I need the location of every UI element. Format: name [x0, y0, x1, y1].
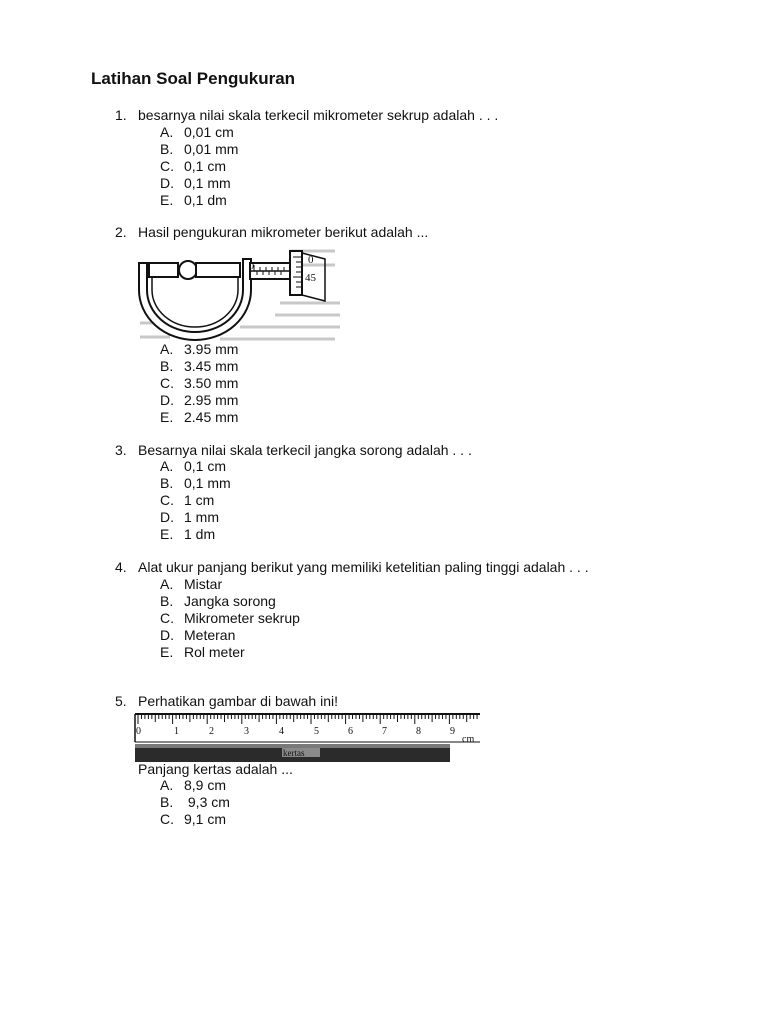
sleeve-zero-label: 0: [249, 261, 254, 272]
ruler-number-5: 5: [314, 726, 319, 737]
micrometer-figure: [130, 245, 345, 345]
option-text: 9,3 cm: [184, 794, 230, 810]
ruler-number-8: 8: [416, 726, 421, 737]
spindle-tip: [179, 261, 197, 279]
page-title: Latihan Soal Pengukuran: [91, 69, 296, 88]
option-letter: A.: [160, 124, 174, 140]
option-letter: C.: [160, 375, 174, 391]
option-text: 0,1 mm: [184, 475, 231, 491]
option-text: 2.95 mm: [184, 392, 239, 408]
option-text: Mistar: [184, 576, 223, 592]
option-text: 0,1 mm: [184, 175, 231, 191]
option-e: [160, 409, 238, 425]
option-d: [160, 392, 238, 408]
question-number: 2.: [115, 224, 127, 240]
question-text: Alat ukur panjang berikut yang memiliki ketelitian paling tinggi adalah . . .: [138, 559, 589, 575]
option-text: Rol meter: [184, 644, 245, 660]
option-text: 2.45 mm: [184, 409, 239, 425]
option-letter: A.: [160, 458, 174, 474]
option-c: [160, 492, 214, 508]
option-text: 1 cm: [184, 492, 215, 508]
option-text: 9,1 cm: [184, 811, 227, 827]
option-letter: C.: [160, 492, 174, 508]
option-letter: B.: [160, 593, 174, 609]
question-text: besarnya nilai skala terkecil mikrometer sekrup adalah . . .: [138, 107, 499, 123]
ruler-number-7: 7: [382, 726, 387, 737]
option-text: 3.95 mm: [184, 341, 239, 357]
option-letter: C.: [160, 811, 174, 827]
question-number: 3.: [115, 442, 127, 458]
option-c: [160, 158, 226, 174]
option-b: [160, 593, 276, 609]
option-text: 0,1 cm: [184, 458, 227, 474]
option-letter: A.: [160, 576, 174, 592]
option-d: [160, 627, 235, 643]
option-c: [160, 811, 226, 827]
option-text: Meteran: [184, 627, 236, 643]
paper-label: kertas: [283, 748, 305, 758]
option-e: [160, 526, 215, 542]
ruler-number-4: 4: [279, 726, 284, 737]
option-text: 0,01 cm: [184, 124, 234, 140]
option-letter: E.: [160, 526, 174, 542]
ruler-number-3: 3: [244, 726, 249, 737]
option-letter: A.: [160, 777, 174, 793]
option-d: [160, 509, 219, 525]
option-text: Jangka sorong: [184, 593, 276, 609]
option-text: 1 mm: [184, 509, 219, 525]
thimble: [290, 251, 302, 295]
option-letter: C.: [160, 610, 174, 626]
option-letter: D.: [160, 509, 174, 525]
option-text: Mikrometer sekrup: [184, 610, 300, 626]
option-letter: B.: [160, 475, 174, 491]
ruler-number-9: 9: [450, 726, 455, 737]
option-a: [160, 576, 222, 592]
option-text: 0,1 cm: [184, 158, 227, 174]
option-letter: D.: [160, 392, 174, 408]
question-number: 4.: [115, 559, 127, 575]
option-b: [160, 475, 231, 491]
option-letter: A.: [160, 341, 174, 357]
option-a: [160, 341, 238, 357]
thimble-mid-label: 45: [305, 272, 316, 284]
ruler-number-0: 0: [136, 726, 141, 737]
option-e: [160, 192, 227, 208]
option-letter: B.: [160, 141, 174, 157]
option-letter: D.: [160, 627, 174, 643]
thimble-top-label: 0: [308, 254, 314, 266]
question-number: 5.: [115, 693, 127, 709]
option-c: [160, 610, 300, 626]
question-text: Perhatikan gambar di bawah ini!: [138, 693, 339, 709]
option-letter: E.: [160, 644, 174, 660]
ruler-ticks: [138, 715, 477, 724]
option-a: [160, 124, 234, 140]
ruler-number-6: 6: [348, 726, 353, 737]
option-text: 3.45 mm: [184, 358, 239, 374]
option-letter: D.: [160, 175, 174, 191]
ruler-unit: cm: [462, 734, 475, 745]
ruler-figure: [132, 712, 482, 764]
option-e: [160, 644, 245, 660]
option-d: [160, 175, 231, 191]
anvil: [148, 263, 178, 277]
option-letter: B.: [160, 358, 174, 374]
option-letter: E.: [160, 192, 174, 208]
ruler-number-1: 1: [174, 726, 179, 737]
option-c: [160, 375, 238, 391]
option-letter: B.: [160, 794, 174, 810]
option-text: 1 dm: [184, 526, 216, 542]
option-text: 3.50 mm: [184, 375, 239, 391]
option-b: [160, 794, 230, 810]
option-letter: E.: [160, 409, 174, 425]
option-b: [160, 358, 238, 374]
ruler-numbers: [136, 726, 455, 737]
ruler-number-2: 2: [209, 726, 214, 737]
question-text: Hasil pengukuran mikrometer berikut adalah ...: [138, 224, 429, 240]
option-text: 0,01 mm: [184, 141, 239, 157]
option-a: [160, 458, 226, 474]
spindle: [196, 263, 240, 277]
option-text: 0,1 dm: [184, 192, 227, 208]
question-subtext: Panjang kertas adalah ...: [138, 761, 293, 777]
option-b: [160, 141, 238, 157]
option-letter: C.: [160, 158, 174, 174]
option-text: 8,9 cm: [184, 777, 227, 793]
question-number: 1.: [115, 107, 127, 123]
option-a: [160, 777, 226, 793]
question-text: Besarnya nilai skala terkecil jangka sorong adalah . . .: [138, 442, 472, 458]
